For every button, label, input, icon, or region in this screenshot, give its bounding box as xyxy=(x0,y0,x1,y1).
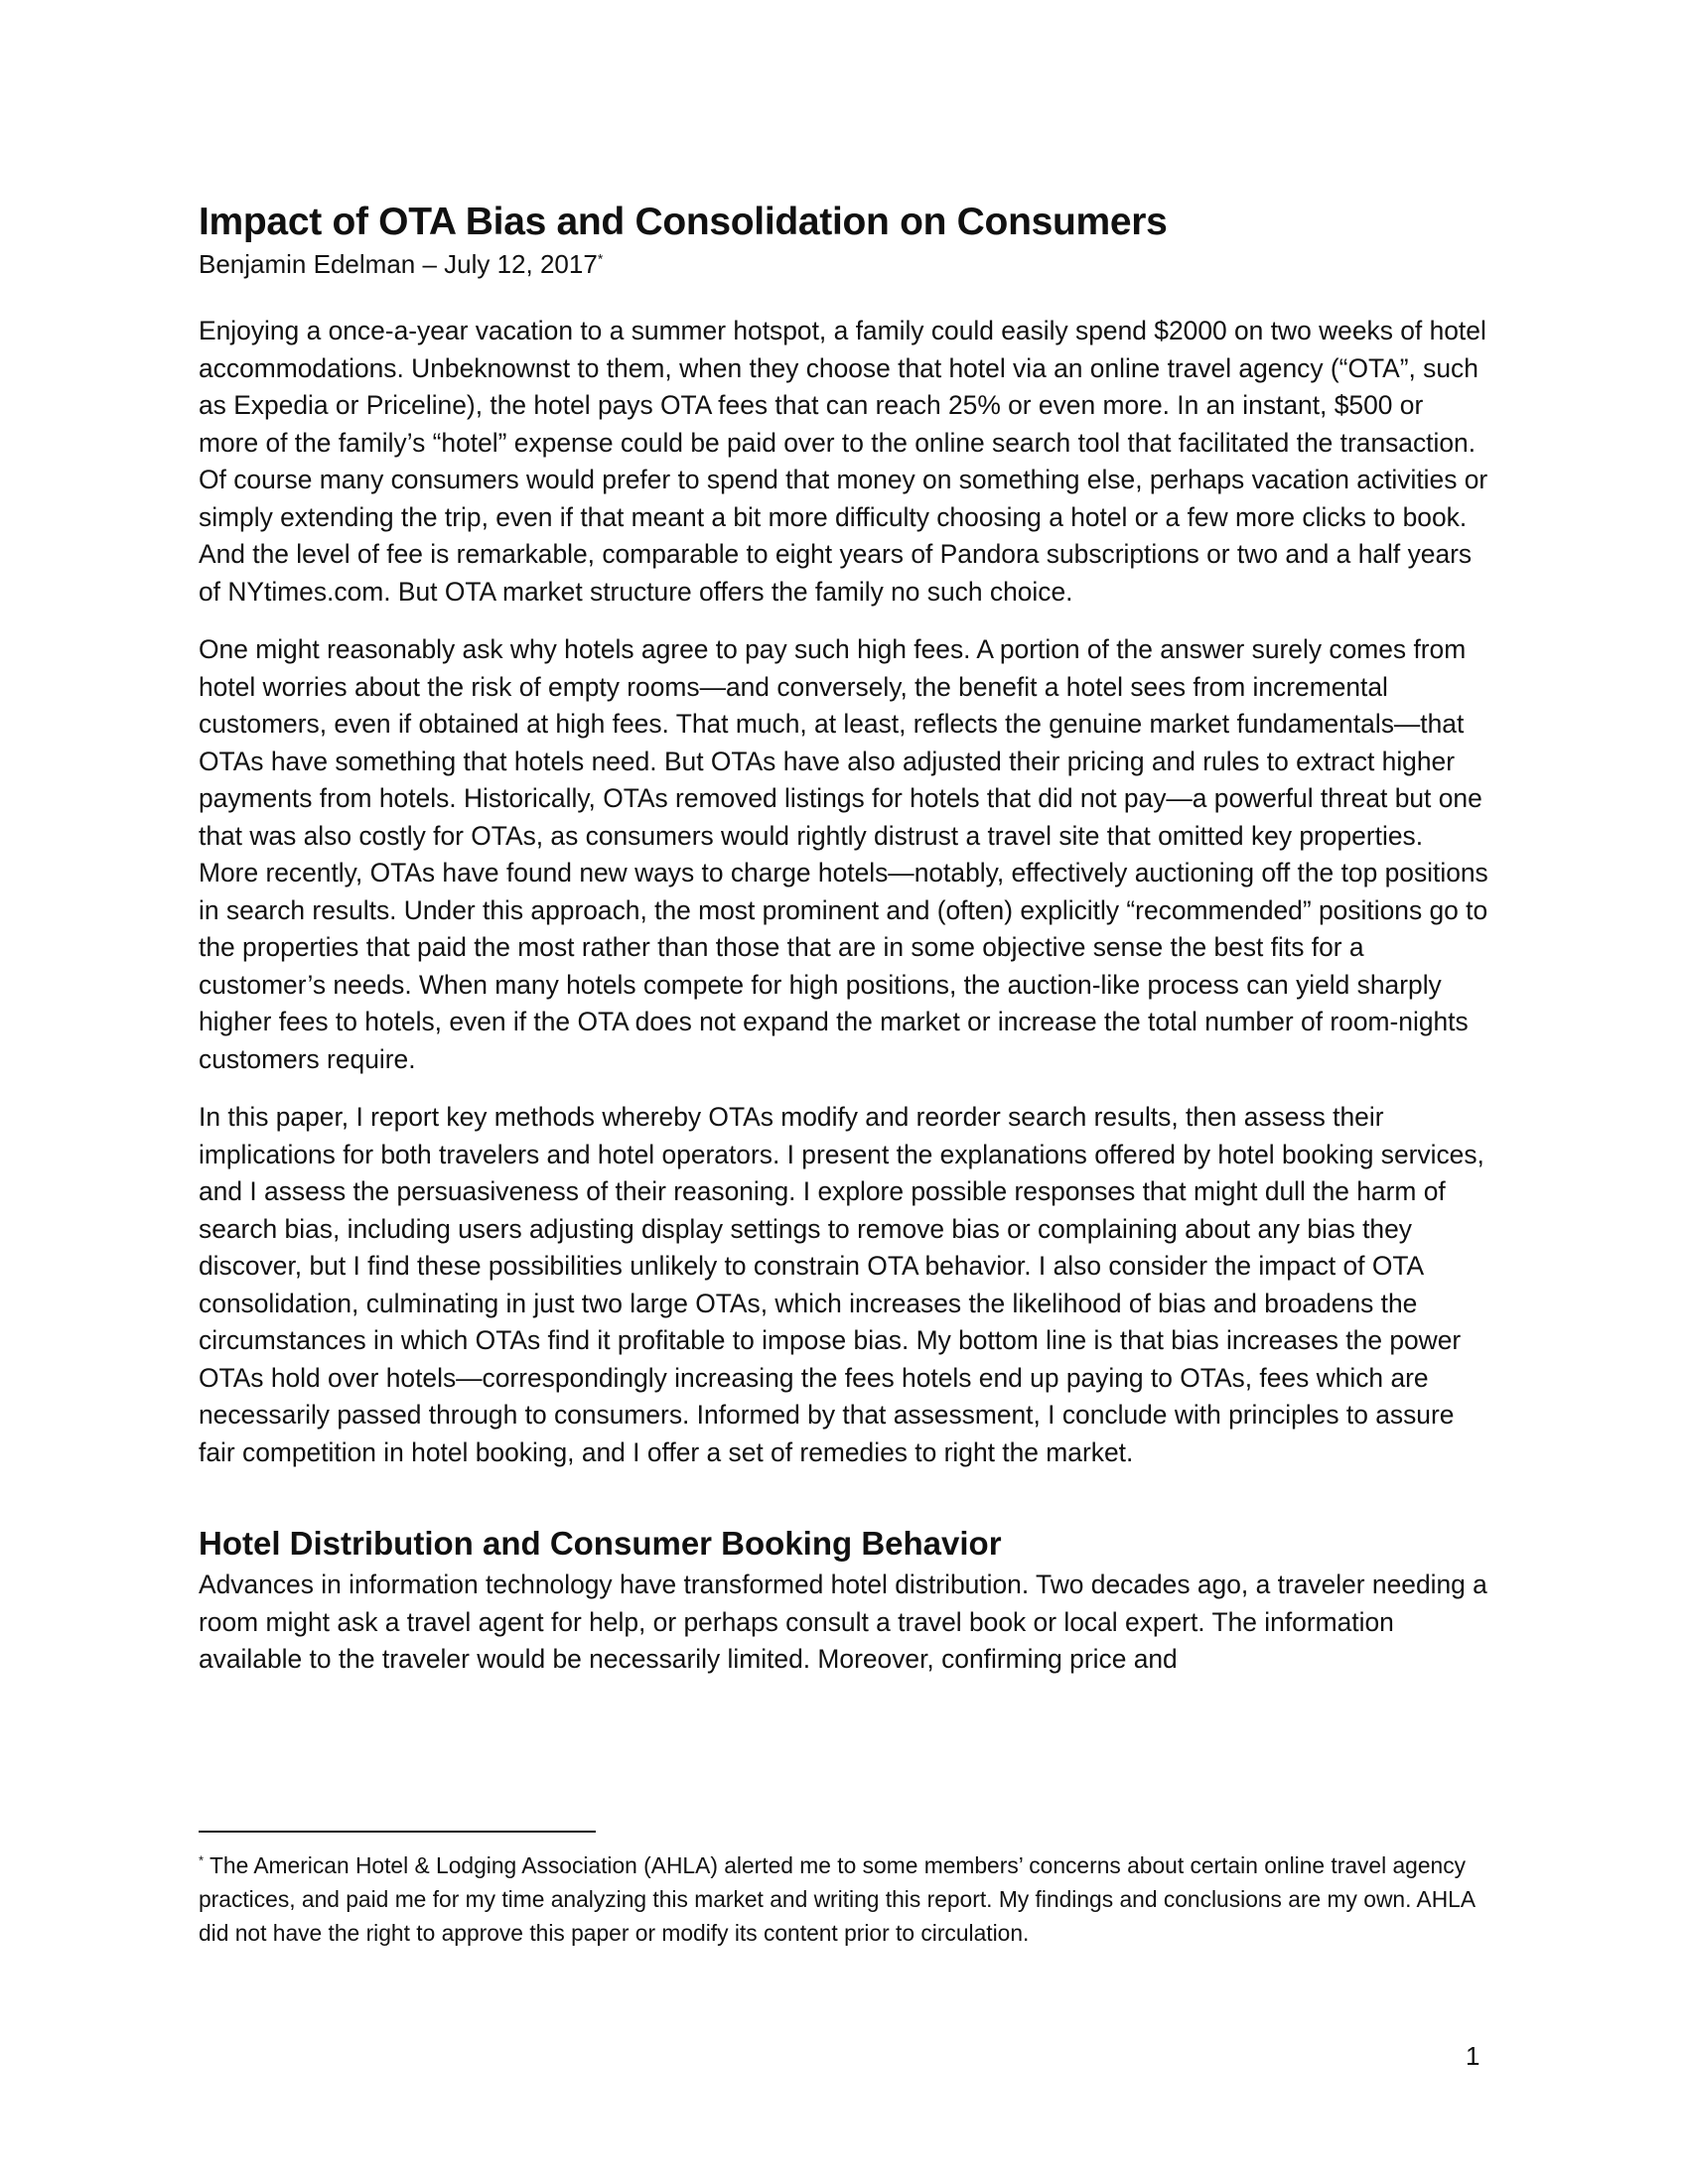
footnote-reference-marker: * xyxy=(597,250,604,267)
document-title: Impact of OTA Bias and Consolidation on Consumers xyxy=(199,201,1168,243)
section-paragraph: Advances in information technology have transformed hotel distribution. Two decades ago, a traveler needing a room might ask a travel agent for help, or perhaps consult a travel book or local expert. The information available to the traveler would be necessarily limited. Moreover, confirming price and xyxy=(199,1570,1487,1674)
intro-paragraph-3: In this paper, I report key methods whereby OTAs modify and reorder search results, then assess their implications for both travelers and hotel operators. I present the explanations offered by hotel booking services, and I assess the persuasiveness of their reasoning. I explore possible responses that might dull the harm of search bias, including users adjusting display settings to remove bias or complaining about any bias they discover, but I find these possibilities unlikely to constrain OTA behavior. I also consider the impact of OTA consolidation, culminating in just two large OTAs, which increases the likelihood of bias and broadens the circumstances in which OTAs find it profitable to impose bias. My bottom line is that bias increases the power OTAs hold over hotels—correspondingly increasing the fees hotels end up paying to OTAs, fees which are necessarily passed through to consumers. Informed by that assessment, I conclude with principles to assure fair competition in hotel booking, and I offer a set of remedies to right the market. xyxy=(199,1102,1484,1467)
footnote-separator xyxy=(199,1831,596,1833)
footnote xyxy=(199,1848,1489,1950)
page-number: 1 xyxy=(1466,2041,1480,2071)
intro-paragraph-2: One might reasonably ask why hotels agree to pay such high fees. A portion of the answer surely comes from hotel worries about the risk of empty rooms—and conversely, the benefit a hotel sees from incremental customers, even if obtained at high fees. That much, at least, reflects the genuine market fundamentals—that OTAs have something that hotels need. But OTAs have also adjusted their pricing and rules to extract higher payments from hotels. Historically, OTAs removed listings for hotels that did not pay—a powerful threat but one that was also costly for OTAs, as consumers would rightly distrust a travel site that omitted key properties. More recently, OTAs have found new ways to charge hotels—notably, effectively auctioning off the top positions in search results. Under this approach, the most prominent and (often) explicitly “recommended” positions go to the properties that paid the most rather than those that are in some objective sense the best fits for a customer’s needs. When many hotels compete for high positions, the auction-like process can yield sharply higher fees to hotels, even if the OTA does not expand the market or increase the total number of room-nights customers require. xyxy=(199,634,1488,1074)
footnote-marker: * xyxy=(199,1852,205,1868)
intro-paragraph-1: Enjoying a once-a-year vacation to a summer hotspot, a family could easily spend $2000 on two weeks of hotel accommodations. Unbeknownst to them, when they choose that hotel via an online travel agency (“OTA”, such as Expedia or Priceline), the hotel pays OTA fees that can reach 25% or even more. In an instant, $500 or more of the family’s “hotel” expense could be paid over to the online search tool that facilitated the transaction. Of course many consumers would prefer to spend that money on something else, perhaps vacation activities or simply extending the trip, even if that meant a bit more difficulty choosing a hotel or a few more clicks to book. And the level of fee is remarkable, comparable to eight years of Pandora subscriptions or two and a half years of NYtimes.com. But OTA market structure offers the family no such choice. xyxy=(199,316,1488,607)
byline-text: Benjamin Edelman – July 12, 2017 xyxy=(199,249,598,279)
document-body xyxy=(199,199,1489,1700)
byline xyxy=(199,246,1489,282)
footnote-text: The American Hotel & Lodging Association (AHLA) alerted me to some members’ concerns about certain online travel agency practices, and paid me for my time analyzing this market and writing this report. My findings and conclusions are my own. AHLA did not have the right to approve this paper or modify its content prior to circulation. xyxy=(199,1852,1475,1946)
section-heading: Hotel Distribution and Consumer Booking Behavior xyxy=(199,1525,1002,1562)
